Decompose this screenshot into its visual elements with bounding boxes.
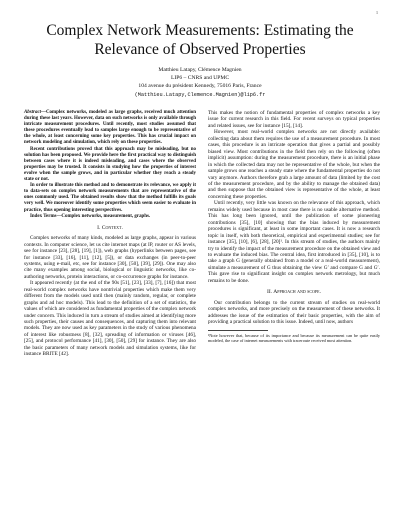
- paper-title: [30, 22, 370, 59]
- section-2-paragraph-1: Our contribution belongs to the current stream of studies on real-world complex networks, and more precisely on the measurement of these networks. It addresses the issue of the estimation of their basic properties, with the aim of providing a practical solution to this issue. Indeed, until now, authors: [208, 299, 380, 326]
- section-1-paragraph-2: It appeared recently (at the end of the 90s [51], [23], [33], [7], [16]) that most real-world complex networks have nontrivial properties which make them very different from the models used until then (mainly random, regular, or complete graphs and ad hoc models). This lead to the definition of a set of statistics, the values of which are considered as fundamental properties of the complex network under concern. This induced in turn a stream of studies aimed at identifying more such properties, their causes and consequences, and capturing them into relevant models. They are now used as key parameters in the study of various phenomena of interest like robustness [8], [32], spreading of information or viruses [46], [25], and protocol performance [41], [30], [50], [29] for instance. They are also the basic parameters of many network models and simulation systems, like for instance BRITE [42].: [24, 280, 196, 358]
- section-1-heading: I. Context.: [97, 224, 123, 231]
- author-names: Matthieu Latapy, Clémence Magnien: [158, 67, 242, 73]
- section-1-paragraph-5: Until recently, very little was known on the relevance of this approach, which remains widely used because in most case there is no usable alternative method. This has long been ignored, until the publication of some pioneering contributions [35], [10] showing that the bias induced by measurement procedures is significant, at least in some important cases. It is now a research topic in itself, with both theoretical, empirical and experimental studies; see for instance [35], [10], [6], [28], [20]¹. In this stream of studies, the authors mainly try to identify the impact of the measurement procedure on the obtained view and to evaluate the induced bias. The central idea, first introduced in [35], [10], is to take a graph G (generally obtained from a model or a real-world measurement), simulate a measurement of G thus obtaining the view G′ and compare G and G′. This gave rise to significant insight on complex network metrology, but much remains to be done.: [208, 200, 380, 284]
- page-number: 1: [376, 10, 378, 15]
- abstract: [24, 110, 196, 214]
- title-line-2: Relevance of Observed Properties: [94, 40, 306, 58]
- abstract-text-1: —Complex networks, modeled as large graphs, received much attention during these last years. However, data on such networks is only available through intricate measurement procedures. Until recently, most studies assumed that these procedures eventually lead to samples large enough to be representative of the whole, at least concerning some key properties. This has crucial impact on network modeling and simulation, which rely on these properties.: [24, 110, 196, 146]
- index-terms: Index Terms—Complex networks, measurement, graphs.: [30, 213, 151, 219]
- section-1-paragraph-1: Complex networks of many kinds, modeled as large graphs, appear in various contexts. In computer science, let us cite internet maps (at IP, router or AS levels, see for instance [23], [28], [19], [1]), web graphs (hyperlinks between pages, see for instance [33], [16], [11], [12], [5]), or data exchanges (in peer-to-peer systems, using e-mail, etc, see for instance [30], [50], [39], [29]). One may also cite many examples among social, biological or linguistic networks, like co-authoring networks, protein interactions, or co-occurrence graphs for instance.: [24, 235, 196, 280]
- abstract-paragraph-2: Recent contributions proved that this approach may be misleading, but no solution has been proposed. We provide here the first practical way to distinguish between cases where it is indeed misleading, and cases where the observed properties may be trusted. It consists in studying how the properties of interest evolve when the sample grows, and in particular whether they reach a steady state or not.: [24, 146, 196, 183]
- email: (Matthieu.Latapy,Clemence.Magnien)@lip6.fr: [134, 91, 266, 98]
- right-column: [208, 110, 380, 347]
- abstract-paragraph-1: [24, 110, 196, 147]
- section-2-heading: II. Approach and scope.: [266, 289, 321, 296]
- footnote: ¹Note however that, because of its importance and because its measurement can be quite easily modeled, the case of internet measurements with traceroute received most attention.: [208, 332, 380, 343]
- author-block: [30, 66, 370, 99]
- abstract-paragraph-3: In order to illustrate this method and to demonstrate its relevance, we apply it to data-sets on complex network measurements that are representative of the ones commonly used. The obtained results show that the method fulfills its goals very well. We moreover identify some properties which seem easier to evaluate in practice, thus opening interesting perspectives.: [24, 183, 196, 213]
- address: 104 avenue du président Kennedy, 75016 Paris, France: [138, 83, 262, 90]
- title-line-1: Complex Network Measurements: Estimating the: [46, 22, 354, 39]
- affiliation: LIP6 – CNRS and UPMC: [170, 75, 230, 82]
- left-column: [24, 110, 196, 358]
- section-1-paragraph-4: However, most real-world complex networks are not directly available: collecting data about them requires the use of a measurement procedure. In most cases, this procedure is an intricate operation that gives a partial and possibly biased view. Most contributions in the field then rely on the following (often implicit) assumption: during the measurement procedure, there is an initial phase in which the collected data may not be representative of the whole, but when the sample grows one reaches a steady state where the fundamental properties do not vary anymore. Authors therefore grab a large amount of data (limited by the cost of the measurement procedure, and by the ability to manage the obtained data) and then suppose that the obtained view is representative of the whole, at least concerning these properties.: [208, 129, 380, 200]
- section-1-paragraph-3: This makes the notion of fundamental properties of complex networks a key issue for current research in this field. For recent surveys on typical properties and related issues, see for instance [15], [14].: [208, 110, 380, 129]
- footnote-rule: [208, 330, 268, 331]
- abstract-label: Abstract: [24, 110, 42, 115]
